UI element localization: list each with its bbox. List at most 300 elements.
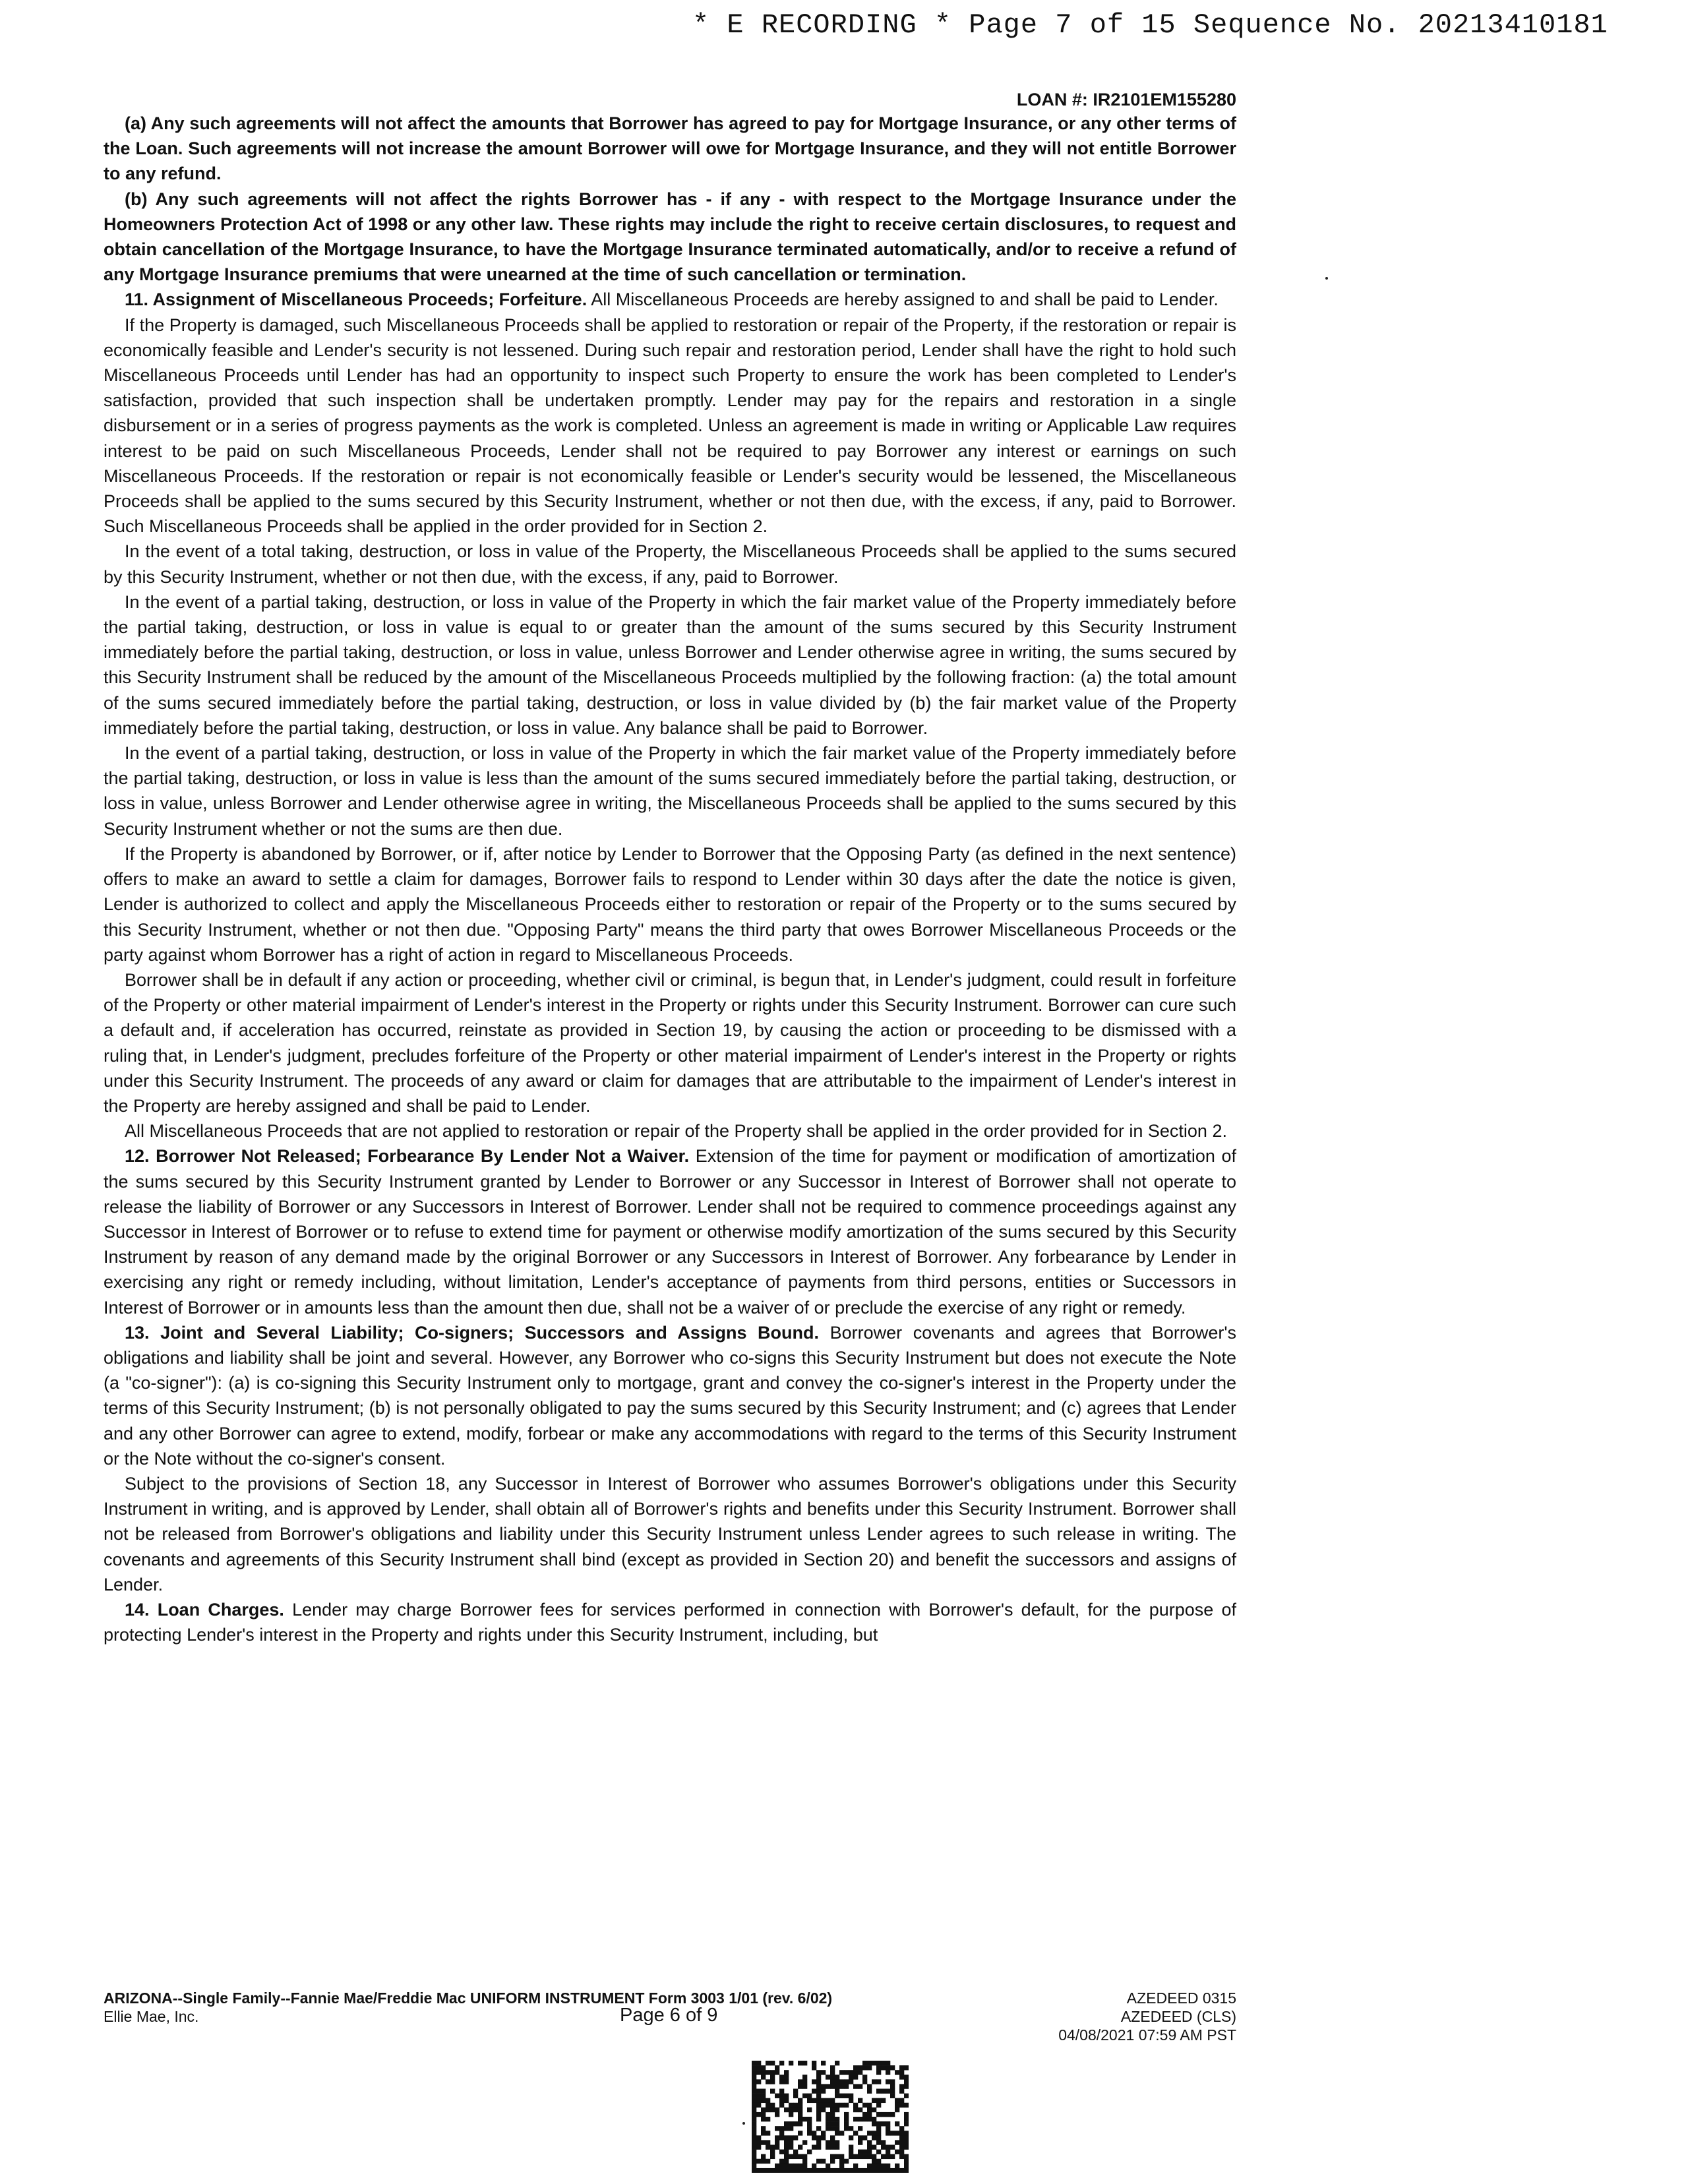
barcode-module [793,2103,798,2108]
barcode-module [839,2131,844,2135]
barcode-module [789,2154,793,2159]
barcode-module [775,2126,779,2131]
section-13-paragraph [104,1320,1236,1471]
barcode-module [895,2070,899,2075]
barcode-module [853,2154,858,2159]
barcode-module [752,2121,756,2126]
barcode-module [816,2168,821,2173]
barcode-module [835,2168,839,2173]
barcode-module [890,2079,895,2084]
barcode-module [816,2089,821,2094]
barcode-module [862,2061,867,2065]
barcode-module [770,2089,775,2094]
barcode-module [756,2070,761,2075]
barcode-module [899,2150,904,2154]
form-code-2: AZEDEED (CLS) [1120,2008,1236,2025]
barcode-module [835,2103,839,2108]
section-13-title: 13. Joint and Several Liability; Co-signers; Successors and Assigns Bound. [125,1322,820,1343]
barcode-module [858,2065,862,2070]
barcode-module [872,2145,876,2150]
barcode-module [881,2145,886,2150]
barcode-module [807,2121,812,2126]
barcode-module [812,2098,816,2103]
section-14-text: Lender may charge Borrower fees for services performed in connection with Borrower's default, for the purpose of protecting Lender's interest in the Property and rights under this Security Instrument, including, but [104,1599,1236,1645]
barcode-module [890,2112,895,2117]
barcode-module [761,2108,766,2112]
barcode-module [862,2168,867,2173]
barcode-module [779,2131,784,2135]
barcode-module [752,2065,756,2070]
barcode-module [867,2065,872,2070]
barcode-module [890,2145,895,2150]
barcode-module [890,2168,895,2173]
barcode-module [766,2131,770,2135]
barcode-module [802,2140,807,2144]
barcode-module [807,2150,812,2154]
barcode-module [899,2154,904,2159]
barcode-module [890,2094,895,2098]
barcode-module [798,2154,802,2159]
barcode-module [816,2098,821,2103]
barcode-module [867,2103,872,2108]
barcode-module [904,2103,909,2108]
barcode-module [752,2145,756,2150]
barcode-module [756,2145,761,2150]
barcode-module [821,2098,826,2103]
barcode-module [816,2135,821,2140]
barcode-module [839,2079,844,2084]
barcode-module [849,2094,853,2098]
section-11-paragraph-6: If the Property is abandoned by Borrower, or if, after notice by Lender to Borrower that the Opposing Party (as defined in the next sentence) offers to make an award to settle a claim for damages, Borrower fails to respond to Lender within 30 days after the date the notice is given, Lender is authorized to collect and apply the Miscellaneous Proceeds either to restoration or repair of the Property or to the sums secured by this Security Instrument, whether or not then due. "Opposing Party" means the third party that owes Borrower Miscellaneous Proceeds or the party against whom Borrower has a right of action in regard to Miscellaneous Proceeds. [104,843,1236,965]
barcode-module [872,2121,876,2126]
form-code-1: AZEDEED 0315 [1126,1989,1236,2007]
section-11-paragraph-4: In the event of a partial taking, destruction, or loss in value of the Property in which the fair market value of the Property immediately before the partial taking, destruction, or loss in value is equal to or greater than the amount of the sums secured by this Security Instrument immediately before the partial taking, destruction, or loss in value, unless Borrower and Lender otherwise agree in writing, the sums secured by this Security Instrument shall be reduced by the amount of the Miscellaneous Proceeds multiplied by the following fraction: (a) the total amount of the sums secured immediately before the partial taking, destruction, or loss in value divided by (b) the fair market value of the Property immediately before the partial taking, destruction, or loss in value. Any balance shall be paid to Borrower. [104,592,1236,738]
barcode-module [890,2131,895,2135]
barcode-module [766,2098,770,2103]
barcode-module [895,2168,899,2173]
barcode-module [812,2145,816,2150]
recording-header: * E RECORDING * Page 7 of 15 Sequence No. 20213410181 [692,9,1608,41]
barcode-module [886,2061,890,2065]
barcode-module [835,2094,839,2098]
barcode-module [789,2112,793,2117]
barcode-module [830,2145,835,2150]
barcode-module [802,2061,807,2065]
barcode-module [784,2075,789,2079]
barcode-module [867,2164,872,2168]
barcode-module [881,2168,886,2173]
barcode-module [798,2164,802,2168]
company-name: Ellie Mae, Inc. [104,2008,199,2025]
barcode-module [761,2159,766,2164]
section-12-paragraph [104,1143,1236,1320]
barcode-module [793,2121,798,2126]
barcode-module [775,2070,779,2075]
barcode-module [802,2164,807,2168]
barcode-module [830,2168,835,2173]
barcode-module [876,2126,881,2131]
barcode-module [853,2103,858,2108]
barcode-module [881,2164,886,2168]
barcode-module [821,2108,826,2112]
barcode-module [826,2112,830,2117]
barcode-module [826,2121,830,2126]
barcode-module [816,2075,821,2079]
barcode-module [761,2065,766,2070]
barcode-module [895,2131,899,2135]
barcode-module [853,2075,858,2079]
barcode-module [890,2065,895,2070]
barcode-module [761,2117,766,2121]
barcode-module [904,2094,909,2098]
barcode-module [826,2103,830,2108]
barcode-module [899,2089,904,2094]
barcode-module [784,2121,789,2126]
barcode-module [784,2168,789,2173]
barcode-module [876,2131,881,2135]
barcode-module [775,2145,779,2150]
barcode-module [886,2154,890,2159]
barcode-module [899,2140,904,2144]
barcode-module [756,2061,761,2065]
barcode-module [826,2145,830,2150]
barcode-module [784,2135,789,2140]
barcode-module [821,2159,826,2164]
barcode-module [904,2159,909,2164]
barcode-module [904,2145,909,2150]
barcode-module [844,2159,849,2164]
barcode-module [853,2131,858,2135]
barcode-module [830,2084,835,2088]
barcode-module [867,2154,872,2159]
barcode-module [798,2117,802,2121]
barcode-module [798,2079,802,2084]
barcode-module [835,2079,839,2084]
barcode-module [770,2103,775,2108]
barcode-module [821,2084,826,2088]
barcode-module [853,2070,858,2075]
barcode-module [784,2140,789,2144]
barcode-module [784,2070,789,2075]
barcode-module [830,2126,835,2131]
barcode-module [881,2154,886,2159]
barcode-module [867,2140,872,2144]
barcode-module [895,2108,899,2112]
section-14-paragraph [104,1597,1236,1647]
barcode-module [812,2061,816,2065]
barcode-module [798,2168,802,2173]
barcode-module [756,2135,761,2140]
barcode-module [793,2164,798,2168]
barcode-module [862,2117,867,2121]
barcode-module [858,2168,862,2173]
barcode-module [886,2121,890,2126]
barcode-module [752,2140,756,2144]
barcode-module [761,2154,766,2159]
barcode-module [775,2140,779,2144]
barcode-module [816,2084,821,2088]
barcode-module [756,2089,761,2094]
barcode-module [770,2154,775,2159]
barcode-module [789,2164,793,2168]
barcode-module [752,2131,756,2135]
barcode-module [858,2126,862,2131]
barcode-module [793,2135,798,2140]
barcode-module [835,2121,839,2126]
barcode-module [784,2154,789,2159]
barcode-module [844,2121,849,2126]
paragraph-a: (a) Any such agreements will not affect the amounts that Borrower has agreed to pay for Mortgage Insurance, or any other terms of the Loan. Such agreements will not increase the amount Borrower will owe for Mortgage Insurance, and they will not entitle Borrower to any refund. [104,113,1236,184]
barcode-module [867,2168,872,2173]
barcode-module [895,2121,899,2126]
barcode-module [886,2168,890,2173]
barcode-module [793,2168,798,2173]
barcode-module [872,2098,876,2103]
barcode-module [876,2112,881,2117]
barcode-module [826,2075,830,2079]
barcode-module [752,2108,756,2112]
barcode-module [752,2070,756,2075]
barcode-module [766,2070,770,2075]
barcode-module [816,2145,821,2150]
barcode-module [793,2108,798,2112]
barcode-module [872,2061,876,2065]
barcode-module [904,2079,909,2084]
barcode-module [899,2070,904,2075]
barcode-module [862,2112,867,2117]
barcode-module [830,2070,835,2075]
barcode-module [802,2154,807,2159]
barcode-module [904,2140,909,2144]
barcode-module [872,2108,876,2112]
barcode-module [789,2121,793,2126]
barcode-module [802,2094,807,2098]
barcode-module [881,2061,886,2065]
barcode-module [798,2145,802,2150]
barcode-module [812,2168,816,2173]
barcode-module [752,2061,756,2065]
barcode-module [890,2154,895,2159]
barcode-module [835,2117,839,2121]
barcode-module [784,2094,789,2098]
barcode-module [849,2150,853,2154]
barcode-module [752,2103,756,2108]
barcode-module [904,2135,909,2140]
barcode-module [766,2079,770,2084]
barcode-module [858,2140,862,2144]
barcode-module [756,2140,761,2144]
barcode-module [766,2168,770,2173]
barcode-module [862,2065,867,2070]
barcode-module [867,2131,872,2135]
barcode-module [826,2168,830,2173]
barcode-module [812,2079,816,2084]
barcode-module [876,2103,881,2108]
barcode-module [876,2121,881,2126]
barcode-module [886,2131,890,2135]
barcode-module [793,2089,798,2094]
barcode-module [789,2140,793,2144]
barcode-module [779,2164,784,2168]
barcode-module [835,2131,839,2135]
barcode-module [844,2079,849,2084]
barcode-module [867,2145,872,2150]
barcode-module [770,2061,775,2065]
barcode-module [881,2065,886,2070]
barcode-module [835,2108,839,2112]
barcode-module [862,2150,867,2154]
barcode-module [844,2070,849,2075]
barcode-module [752,2084,756,2088]
barcode-module [816,2094,821,2098]
barcode-module [802,2159,807,2164]
barcode-module [835,2089,839,2094]
section-11-text: All Miscellaneous Proceeds are hereby assigned to and shall be paid to Lender. [587,289,1219,310]
barcode-module [886,2164,890,2168]
barcode-module [890,2084,895,2088]
barcode-module [752,2089,756,2094]
barcode-module [779,2103,784,2108]
page-number: Page 6 of 9 [620,2005,718,2026]
barcode-module [876,2098,881,2103]
barcode-module [835,2084,839,2088]
barcode-module [886,2150,890,2154]
barcode-module [872,2135,876,2140]
section-11-paragraph-8: All Miscellaneous Proceeds that are not applied to restoration or repair of the Property shall be applied in the order provided for in Section 2. [125,1121,1227,1141]
barcode-module [752,2159,756,2164]
barcode-module [844,2117,849,2121]
barcode-module [895,2098,899,2103]
barcode-module [816,2126,821,2131]
barcode-module [904,2121,909,2126]
barcode-image [752,2061,909,2173]
barcode-module [904,2065,909,2070]
barcode-module [756,2065,761,2070]
barcode-module [802,2117,807,2121]
barcode-module [830,2154,835,2159]
barcode-module [756,2103,761,2108]
barcode-module [839,2154,844,2159]
barcode-module [784,2159,789,2164]
barcode-module [816,2079,821,2084]
barcode-module [867,2117,872,2121]
barcode-module [752,2117,756,2121]
barcode-module [839,2070,844,2075]
barcode-module [770,2108,775,2112]
barcode-module [899,2103,904,2108]
barcode-module [793,2154,798,2159]
barcode-module [853,2108,858,2112]
barcode-module [849,2079,853,2084]
barcode-module [904,2154,909,2159]
barcode-module [830,2117,835,2121]
barcode-module [830,2079,835,2084]
section-13-text: Borrower covenants and agrees that Borrower's obligations and liability shall be joint and several. However, any Borrower who co-signs this Security Instrument but does not execute the Note (a "co-signer"): (a) is co-signing this Security Instrument only to mortgage, grant and convey the co-signer's interest in the Property under the terms of this Security Instrument; (b) is not personally obligated to pay the sums secured by this Security Instrument; and (c) agrees that Lender and any other Borrower can agree to extend, modify, forbear or make any accommodations with regard to the terms of this Security Instrument or the Note without the co-signer's consent. [104,1322,1236,1469]
barcode-module [876,2150,881,2154]
barcode-module [858,2098,862,2103]
barcode-module [867,2061,872,2065]
barcode-module [899,2168,904,2173]
barcode-module [821,2131,826,2135]
barcode-module [844,2168,849,2173]
barcode-module [839,2159,844,2164]
barcode-module [770,2075,775,2079]
barcode-module [807,2098,812,2103]
barcode-module [775,2112,779,2117]
barcode-module [807,2108,812,2112]
barcode-module [835,2061,839,2065]
barcode-module [830,2108,835,2112]
loan-number: LOAN #: IR2101EM155280 [1016,90,1236,109]
barcode-module [826,2164,830,2168]
barcode-module [844,2126,849,2131]
barcode-module [807,2131,812,2135]
barcode-module [798,2112,802,2117]
barcode-module [849,2145,853,2150]
barcode-module [766,2140,770,2144]
scan-speck [742,2122,745,2125]
barcode-module [830,2075,835,2079]
barcode-module [756,2112,761,2117]
barcode-module [766,2061,770,2065]
barcode-module [798,2131,802,2135]
barcode-module [881,2121,886,2126]
barcode-module [904,2084,909,2088]
barcode-module [752,2135,756,2140]
barcode-module [775,2094,779,2098]
barcode-module [876,2135,881,2140]
barcode-module [862,2075,867,2079]
barcode-module [789,2135,793,2140]
barcode-module [839,2084,844,2088]
barcode-module [899,2145,904,2150]
barcode-module [779,2079,784,2084]
barcode-module [899,2131,904,2135]
barcode-module [835,2145,839,2150]
barcode-module [895,2103,899,2108]
footer-form-info [104,1989,832,2026]
section-11-paragraph-3: In the event of a total taking, destruction, or loss in value of the Property, the Miscellaneous Proceeds shall be applied to the sums secured by this Security Instrument, whether or not then due, with the excess, if any, paid to Borrower. [104,541,1236,587]
barcode-module [761,2126,766,2131]
barcode-module [802,2168,807,2173]
barcode-module [881,2112,886,2117]
barcode-module [770,2168,775,2173]
barcode-module [761,2140,766,2144]
barcode-module [881,2098,886,2103]
barcode-module [821,2070,826,2075]
barcode-module [775,2108,779,2112]
barcode-module [779,2159,784,2164]
barcode-module [812,2135,816,2140]
barcode-module [761,2098,766,2103]
barcode-module [770,2070,775,2075]
barcode-module [876,2070,881,2075]
barcode-module [779,2150,784,2154]
barcode-module [899,2084,904,2088]
barcode-module [798,2108,802,2112]
barcode-module [858,2154,862,2159]
barcode-module [779,2089,784,2094]
barcode-module [756,2079,761,2084]
barcode-module [784,2145,789,2150]
barcode-module [844,2103,849,2108]
barcode-module [876,2061,881,2065]
print-timestamp: 04/08/2021 07:59 AM PST [1058,2026,1236,2044]
barcode-module [766,2117,770,2121]
barcode-module [789,2103,793,2108]
section-12-title: 12. Borrower Not Released; Forbearance By Lender Not a Waiver. [125,1146,690,1167]
barcode-module [784,2164,789,2168]
